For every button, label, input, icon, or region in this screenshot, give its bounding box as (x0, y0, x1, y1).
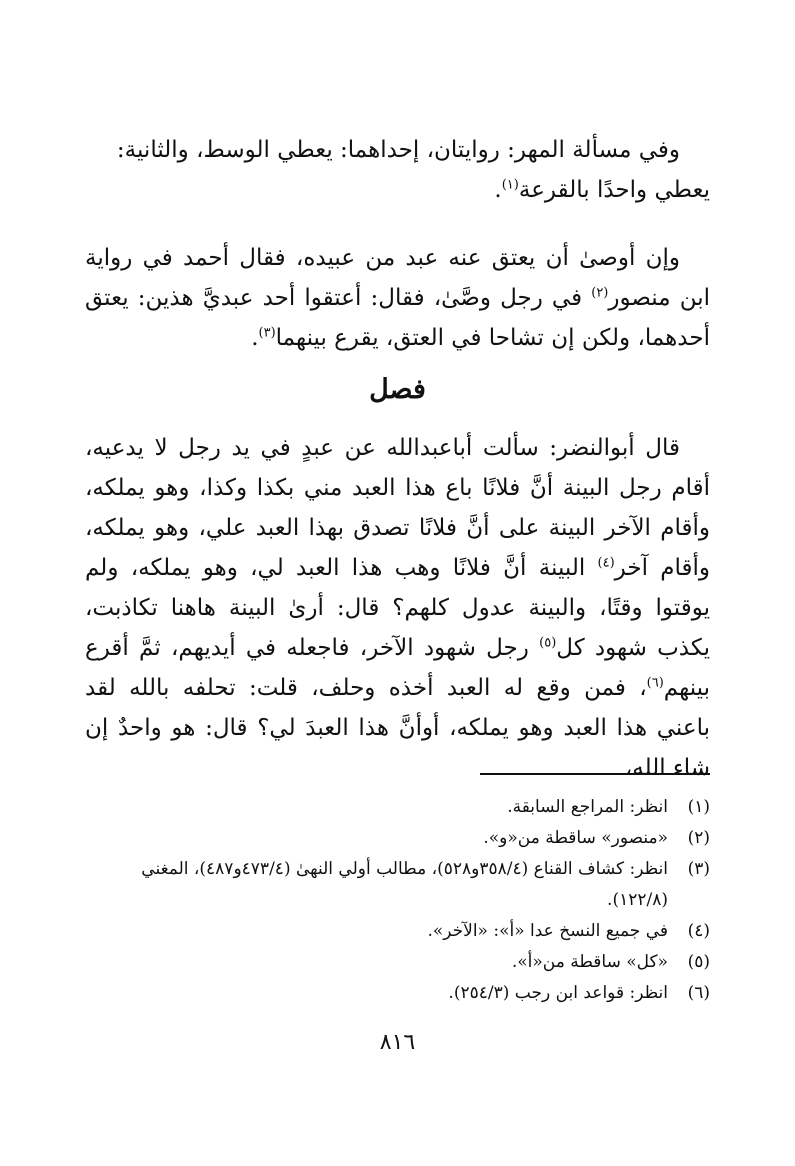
paragraph-abu-al-nadr (85, 428, 710, 788)
paragraph-dowry-issue (85, 130, 710, 210)
paragraph-3-part-3: رجل شهود الآخر، فاجعله في أيديهم، ثمَّ أقرع بينهم (85, 635, 710, 701)
footnote-text: «منصور» ساقطة من«و». (483, 828, 668, 848)
paragraph-2-part-2: في رجل وصَّىٰ، فقال: أعتقوا أحد عبديَّ هذين: يعتق أحدهما، ولكن إن تشاحا في العتق، يقرع بينهما (85, 285, 710, 351)
footnote-number: (٣) (687, 859, 710, 879)
paragraph-3-part-4: ، فمن وقع له العبد أخذه وحلف، قلت: تحلفه بالله لقد باعني هذا العبد وهو يملكه، أوأنَّ هذا العبدَ لي؟ قال: هو واحدٌ إن شاء الله، (85, 675, 710, 781)
paragraph-2-end: . (251, 325, 259, 351)
footnote-marker-6: (٦) (646, 675, 664, 691)
footnote-separator (480, 773, 710, 775)
footnote-item (85, 947, 710, 978)
footnote-number: (٥) (687, 952, 710, 972)
paragraph-1-end: . (494, 177, 502, 203)
footnote-number: (٢) (687, 828, 710, 848)
section-heading: فصل (369, 374, 426, 405)
footnote-number: (٦) (687, 983, 710, 1003)
footnotes-list (85, 792, 710, 1009)
footnote-item (85, 792, 710, 823)
footnote-item (85, 916, 710, 947)
footnote-text: انظر: كشاف القناع (٣٥٨/٤و٥٢٨)، مطالب أولي النهىٰ (٤٧٣/٤و٤٨٧)، المغني (١٢٢/٨). (141, 859, 668, 910)
paragraph-3-part-1: قال أبوالنضر: سألت أباعبدالله عن عبدٍ في يد رجل لا يدعيه، أقام رجل البينة أنَّ فلانًا باع هذا العبد مني بكذا وكذا، وهو يملكه، وأقام الآخر البينة على أنَّ فلانًا تصدق بهذا العبد علي، وهو يملكه، وأقام آخر (85, 435, 710, 581)
footnote-number: (٤) (687, 921, 710, 941)
footnote-marker-1: (١) (501, 177, 519, 193)
paragraph-1-line-2: يعطي واحدًا بالقرعة (518, 177, 710, 203)
paragraph-1-line-1: وفي مسألة المهر: روايتان، إحداهما: يعطي الوسط، والثانية: (116, 137, 680, 163)
footnote-number: (١) (687, 797, 710, 817)
footnote-marker-4: (٤) (597, 555, 615, 571)
paragraph-2-part-1: وإن أوصىٰ أن يعتق عنه عبد من عبيده، فقال أحمد في رواية ابن منصور (85, 245, 710, 311)
footnote-item (85, 823, 710, 854)
footnote-text: انظر: المراجع السابقة. (507, 797, 668, 817)
footnote-item (85, 978, 710, 1009)
footnote-text: «كل» ساقطة من«أ». (511, 952, 668, 972)
footnote-item (85, 854, 710, 916)
footnote-text: انظر: قواعد ابن رجب (٢٥٤/٣). (448, 983, 668, 1003)
footnote-marker-2: (٢) (591, 285, 609, 301)
footnote-marker-3: (٣) (258, 325, 276, 341)
paragraph-will-emancipation (85, 238, 710, 358)
page-number: ٨١٦ (379, 1030, 416, 1055)
paragraph-3-part-2: البينة أنَّ فلانًا وهب هذا العبد لي، وهو يملكه، ولم يوقتوا وقتًا، والبينة عدول كلهم؟ قال: أرىٰ البينة هاهنا تكاذبت، يكذب شهود كل (85, 555, 710, 661)
footnote-text: في جميع النسخ عدا «أ»: «الآخر». (427, 921, 668, 941)
footnote-marker-5: (٥) (539, 635, 557, 651)
